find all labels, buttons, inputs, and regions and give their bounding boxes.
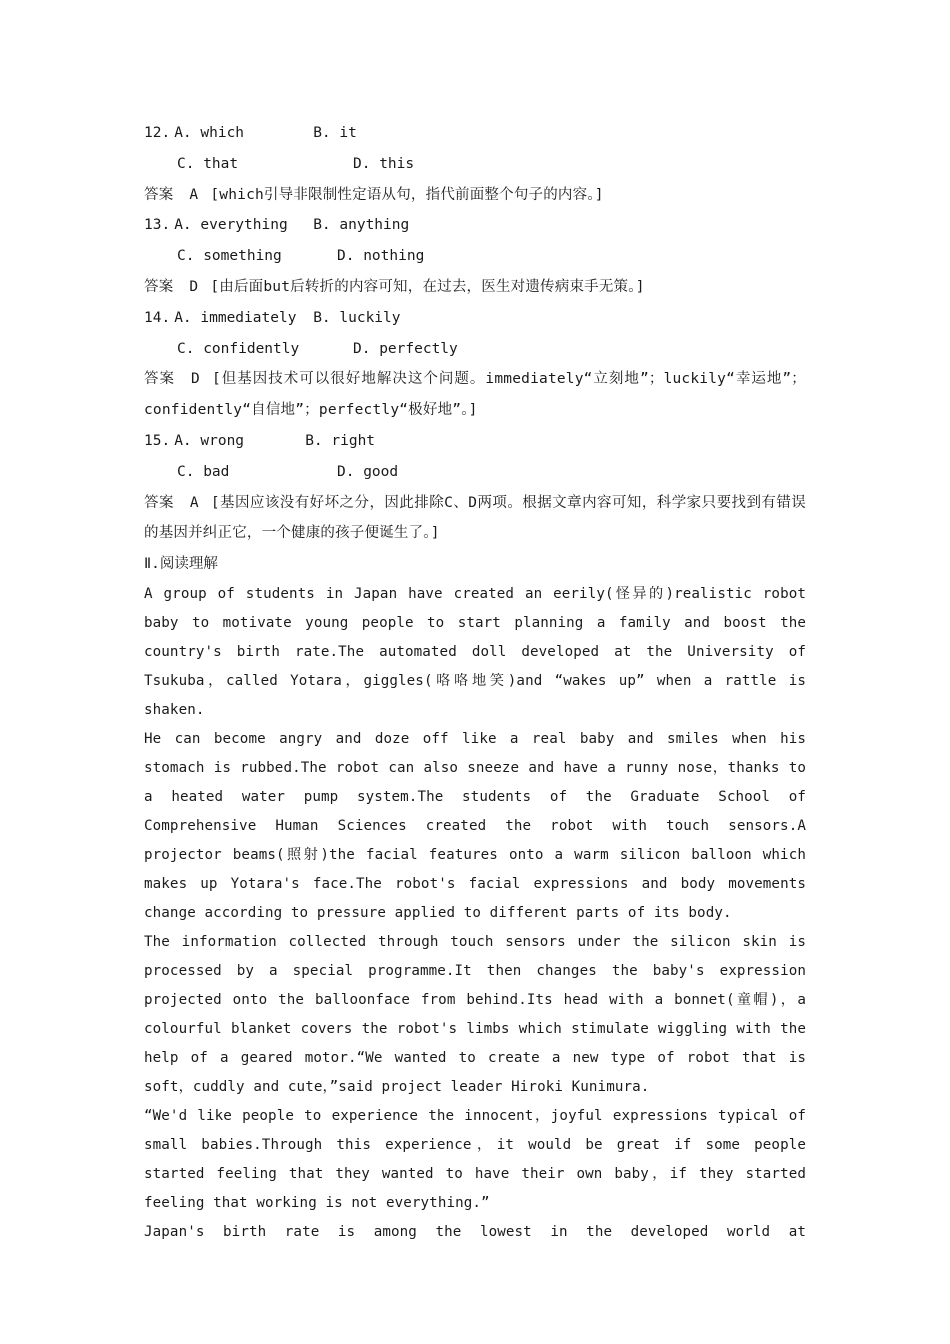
option-a: A. everything [174, 217, 288, 234]
question-13-row-1 [144, 210, 806, 241]
passage-paragraph-2: He can become angry and doze off like a real baby and smiles when his stomach is rubbed.The robot can also sneeze and have a runny nose，thanks to a heated water pump system.The students of the Graduate School of Comprehensive Human Sciences created the robot with touch sensors.A projector beams(照射)the facial features onto a warm silicon balloon which makes up Yotara's face.The robot's facial expressions and body movements change according to pressure applied to different parts of its body. [144, 730, 806, 921]
answer-letter: D [189, 278, 199, 295]
passage-paragraph-3: The information collected through touch sensors under the silicon skin is processed by a special programme.It then changes the baby's expression projected onto the balloonface from behind.Its head with a bonnet(童帽)，a colourful blanket covers the robot's limbs which stimulate wiggling with the help of a geared motor.“We wanted to create a new type of robot that is soft，cuddly and cute，”said project leader Hiroki Kunimura. [144, 933, 806, 1095]
option-a: A. immediately [174, 309, 297, 326]
answer-15 [144, 488, 806, 550]
answer-label: 答案 [144, 186, 174, 203]
passage-paragraph-5: Japan's birth rate is among the lowest in the developed world at [144, 1223, 806, 1240]
question-15-row-2 [144, 457, 806, 488]
option-b: B. it [313, 125, 357, 141]
question-12-row-1 [144, 118, 806, 149]
answer-14 [144, 364, 806, 426]
answer-label: 答案 [144, 278, 174, 295]
answer-explanation: [但基因技术可以很好地解决这个问题。immediately“立刻地”；luckily“幸运地”；confidently“自信地”；perfectly“极好地”。] [144, 371, 806, 419]
option-d: D. this [353, 155, 415, 172]
option-b: B. right [305, 432, 376, 449]
option-a: A. which [174, 125, 245, 141]
option-d: D. perfectly [353, 340, 458, 357]
option-d: D. good [337, 463, 399, 480]
question-14-row-2 [144, 334, 806, 365]
question-number: 13. [144, 217, 171, 234]
answer-explanation: [由后面but后转折的内容可知，在过去，医生对遗传病束手无策。] [210, 278, 645, 295]
answer-label: 答案 [144, 371, 176, 388]
question-15-row-1 [144, 426, 806, 457]
option-c: C. bad [177, 463, 230, 480]
option-c: C. something [177, 248, 282, 265]
option-c: C. that [177, 155, 239, 172]
document-content [144, 118, 806, 1247]
answer-13 [144, 272, 806, 303]
question-number: 14. [144, 309, 171, 326]
question-12-row-2 [144, 149, 806, 180]
option-d: D. nothing [337, 248, 425, 265]
answer-letter: A [189, 186, 199, 203]
answer-explanation: [which引导非限制性定语从句，指代前面整个句子的内容。] [210, 186, 604, 203]
option-c: C. confidently [177, 340, 300, 357]
question-14-row-1 [144, 303, 806, 334]
answer-12 [144, 180, 806, 211]
passage-paragraph-1: A group of students in Japan have created an eerily(怪异的)realistic robot baby to motivate young people to start planning a family and boost the country's birth rate.The automated doll developed at the University of Tsukuba，called Yotara，giggles(咯咯地笑)and “wakes up” when a rattle is shaken. [144, 585, 806, 718]
option-b: B. anything [313, 217, 410, 234]
passage-paragraph-4: “We'd like people to experience the innocent，joyful expressions typical of small babies.Through this experience，it would be great if some people started feeling that they wanted to have their own baby，if they started feeling that working is not everything.” [144, 1107, 806, 1211]
question-13-row-2 [144, 241, 806, 272]
section-title: Ⅱ.阅读理解 [144, 556, 218, 573]
option-a: A. wrong [174, 432, 245, 449]
answer-letter: A [189, 494, 199, 511]
question-number: 12. [144, 125, 171, 141]
question-number: 15. [144, 432, 171, 449]
answer-label: 答案 [144, 494, 174, 511]
answer-letter: D [191, 371, 200, 388]
option-b: B. luckily [313, 309, 401, 326]
answer-explanation: [基因应该没有好坏之分，因此排除C、D两项。根据文章内容可知，科学家只要找到有错误的基因并纠正它，一个健康的孩子便诞生了。] [144, 494, 806, 542]
